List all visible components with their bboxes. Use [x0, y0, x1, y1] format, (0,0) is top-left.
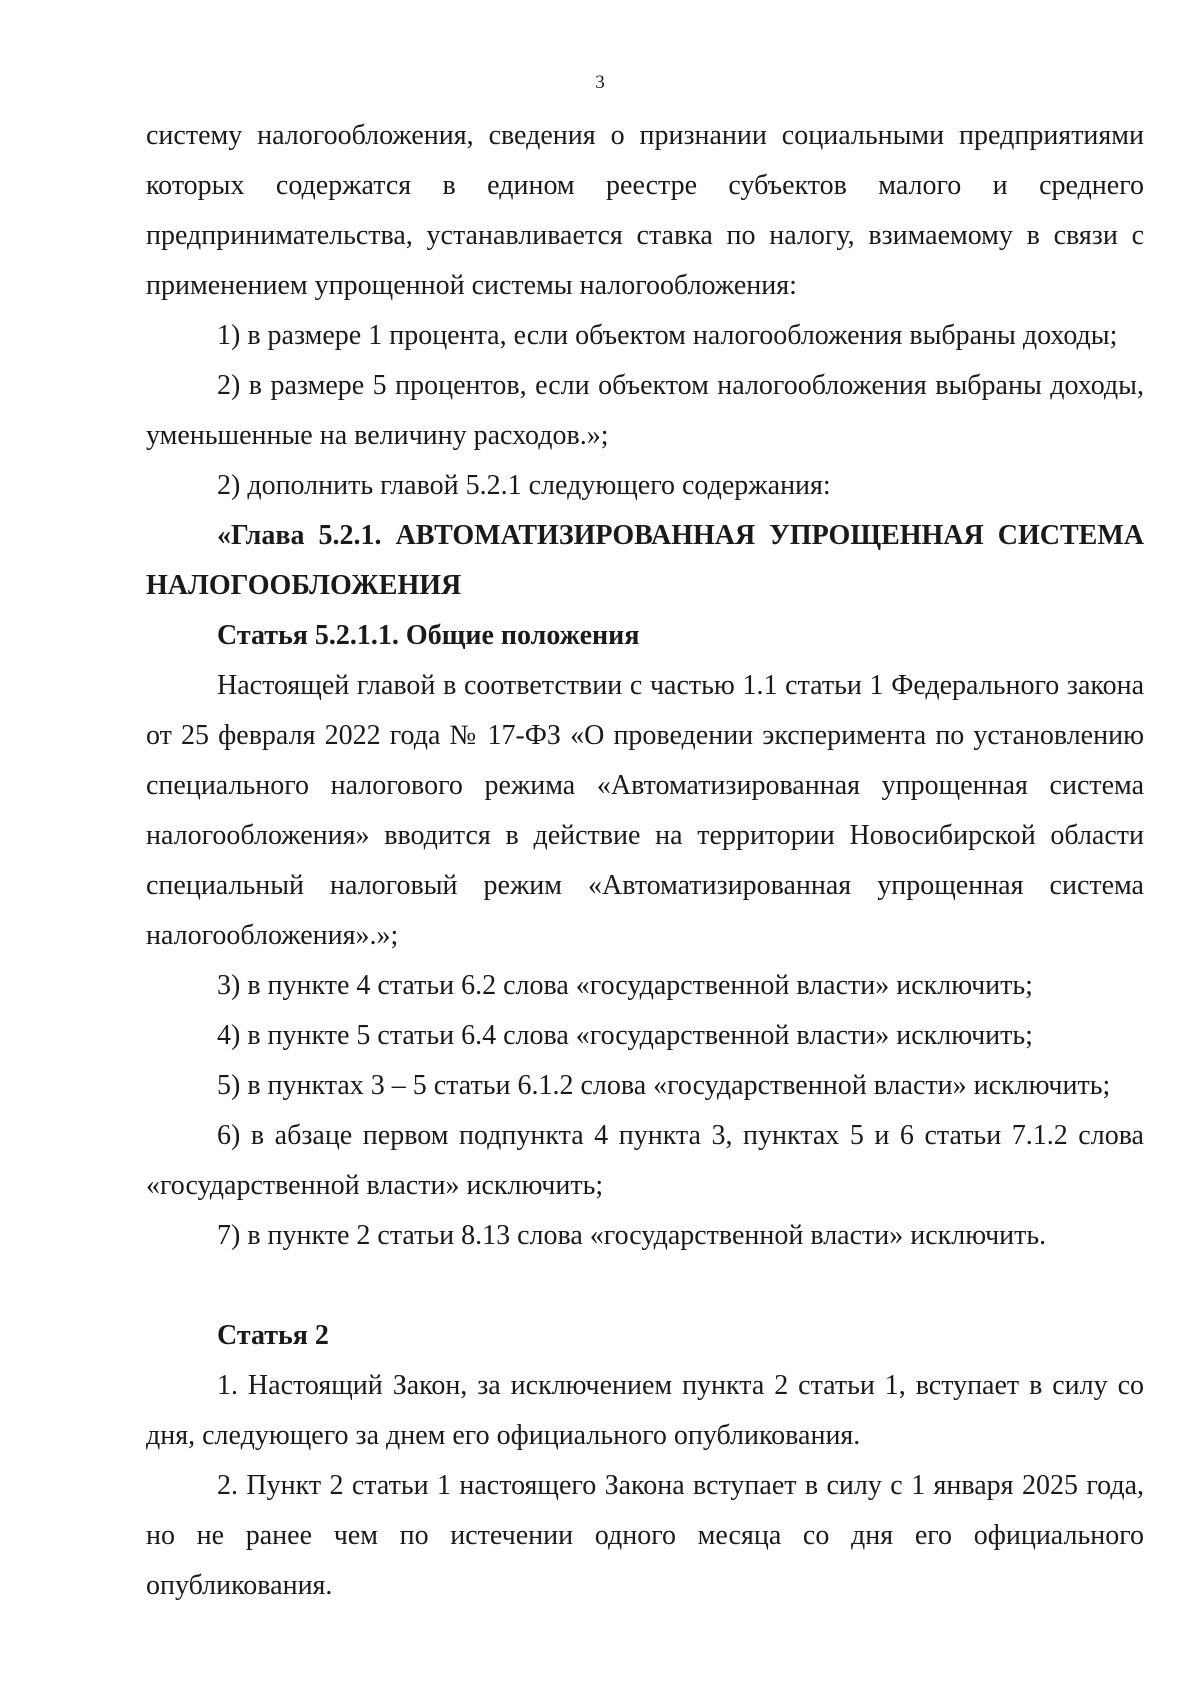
paragraph-amendment-5: 5) в пунктах 3 – 5 статьи 6.1.2 слова «государственной власти» исключить;	[217, 1070, 1111, 1101]
paragraph-continuation: систему налогообложения, сведения о признании социальными предприятиями которых содержатся в едином реестре субъектов малого и среднего предпринимательства, устанавливается ставка по налогу, взимаемому в связи с применением упрощенной системы налогообложения:	[146, 120, 1144, 301]
chapter-heading: «Глава 5.2.1. АВТОМАТИЗИРОВАННАЯ УПРОЩЕННАЯ СИСТЕМА НАЛОГООБЛОЖЕНИЯ	[146, 520, 1144, 601]
paragraph-amendment-6: 6) в абзаце первом подпункта 4 пункта 3, пунктах 5 и 6 статьи 7.1.2 слова «государственной власти» исключить;	[146, 1120, 1144, 1201]
article-heading: Статья 5.2.1.1. Общие положения	[217, 620, 640, 651]
paragraph-entry-into-force-2: 2. Пункт 2 статьи 1 настоящего Закона вступает в силу с 1 января 2025 года, но не ранее чем по истечении одного месяца со дня его официального опубликования.	[146, 1470, 1144, 1601]
paragraph-amendment-4: 4) в пункте 5 статьи 6.4 слова «государственной власти» исключить;	[217, 1020, 1033, 1051]
paragraph-item-5-percent: 2) в размере 5 процентов, если объектом налогообложения выбраны доходы, уменьшенные на величину расходов.»;	[146, 370, 1144, 451]
paragraph-add-chapter: 2) дополнить главой 5.2.1 следующего содержания:	[217, 470, 831, 501]
page-number: 3	[595, 72, 605, 93]
paragraph-general-provisions: Настоящей главой в соответствии с частью 1.1 статьи 1 Федерального закона от 25 февраля 2022 года № 17-ФЗ «О проведении эксперимента по установлению специального налогового режима «Автоматизированная упрощенная система налогообложения» вводится в действие на территории Новосибирской области специальный налоговый режим «Автоматизированная упрощенная система налогообложения».»;	[146, 670, 1144, 951]
paragraph-entry-into-force-1: 1. Настоящий Закон, за исключением пункта 2 статьи 1, вступает в силу со дня, следующего за днем его официального опубликования.	[146, 1370, 1144, 1451]
paragraph-amendment-3: 3) в пункте 4 статьи 6.2 слова «государственной власти» исключить;	[217, 970, 1033, 1001]
document-body	[146, 111, 1144, 1611]
section-spacer	[146, 1261, 1144, 1311]
article-2-heading: Статья 2	[217, 1320, 329, 1351]
paragraph-item-1-percent: 1) в размере 1 процента, если объектом налогообложения выбраны доходы;	[217, 320, 1118, 351]
paragraph-amendment-7: 7) в пункте 2 статьи 8.13 слова «государственной власти» исключить.	[217, 1220, 1047, 1251]
